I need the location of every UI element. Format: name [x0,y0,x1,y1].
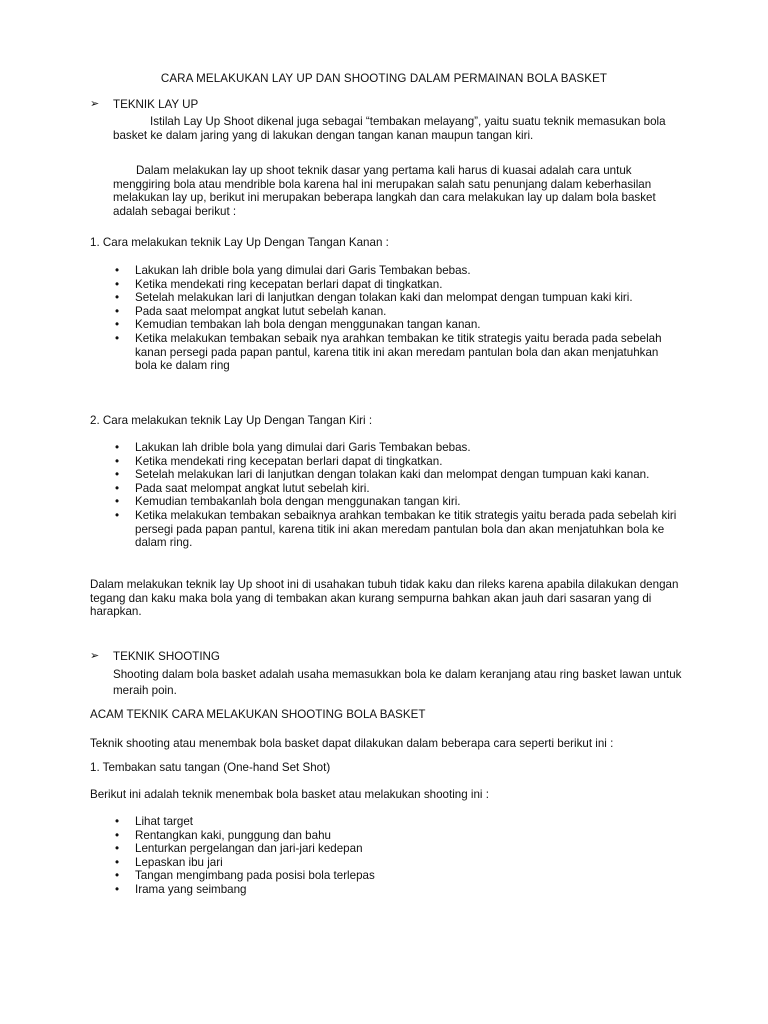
bullet-icon: • [115,855,120,869]
list-item [113,829,683,843]
bullet-icon: • [115,468,120,482]
section-heading-lay-up: TEKNIK LAY UP [113,98,199,111]
lay-up-summary: Dalam melakukan teknik lay Up shoot ini di usahakan tubuh tidak kaku dan rileks karena apabila dilakukan dengan tegang dan kaku maka bola yang di tembakan akan kurang sempurna bahkan akan jauh dari sasaran yang di harapkan. [90,578,679,619]
bullet-icon: • [115,304,120,318]
arrow-bullet-icon: ➢ [90,650,100,662]
list-item [113,318,683,332]
document-title: CARA MELAKUKAN LAY UP DAN SHOOTING DALAM PERMAINAN BOLA BASKET [160,72,608,85]
section-heading-shooting: TEKNIK SHOOTING [113,650,220,663]
list-item [113,291,683,305]
bullet-icon: • [115,318,120,332]
list-item-text: Pada saat melompat angkat lutut sebelah kanan. [135,304,387,318]
arrow-bullet-icon: ➢ [90,98,100,110]
bullet-icon: • [115,842,120,856]
list-item-text: Lenturkan pergelangan dan jari-jari kedepan [135,842,363,856]
list-item [113,856,683,870]
list-item [113,509,683,550]
list-item-text: Kemudian tembakanlah bola dengan menggunakan tangan kiri. [135,495,461,509]
shooting-intro-line: Teknik shooting atau menembak bola basket dapat dilakukan dalam beberapa cara seperti berikut ini : [90,737,614,750]
bullet-icon: • [115,495,120,509]
bullet-icon: • [115,882,120,896]
one-hand-shot-heading: 1. Tembakan satu tangan (One-hand Set Shot) [90,761,331,774]
shooting-steps [113,815,683,897]
list-item [113,842,683,856]
bullet-icon: • [115,331,120,345]
list-item [113,305,683,319]
list-item-text: Setelah melakukan lari di lanjutkan dengan tolakan kaki dan melompat dengan tumpuan kaki kiri. [135,291,633,305]
bullet-icon: • [115,869,120,883]
list-item-text: Tangan mengimbang pada posisi bola terlepas [135,869,375,883]
list-item [113,815,683,829]
list-item [113,883,683,897]
list-item-text: Rentangkan kaki, punggung dan bahu [135,828,331,842]
bullet-icon: • [115,481,120,495]
list-item-text: Lihat target [135,815,194,828]
list-item [113,441,683,455]
list-item-text: Ketika mendekati ring kecepatan berlari dapat di tingkatkan. [135,454,443,468]
bullet-icon: • [115,264,120,277]
list-item [113,495,683,509]
list-item-text: Irama yang seimbang [135,882,247,896]
list-item-text: Ketika melakukan tembakan sebaiknya arahkan tembakan ke titik strategis yaitu berada pada sebelah kiri persegi pada papan pantul, karena titik ini akan meredam pantulan bola dan akan menjatuhkan bola ke dalam ring. [135,508,677,550]
bullet-icon: • [115,454,120,468]
list-item-text: Ketika melakukan tembakan sebaik nya arahkan tembakan ke titik strategis yaitu berada pada sebelah kanan persegi pada papan pantul, karena titik ini akan meredam pantulan bola dan akan menjatuhkan bola ke dalam ring [135,331,662,373]
bullet-icon: • [115,441,120,454]
list-item [113,482,683,496]
list-item-text: Lakukan lah drible bola yang dimulai dari Garis Tembakan bebas. [135,264,471,277]
list-item-text: Ketika mendekati ring kecepatan berlari dapat di tingkatkan. [135,277,443,291]
list-item-text: Lepaskan ibu jari [135,855,223,869]
lay-up-paragraph: Dalam melakukan lay up shoot teknik dasar yang pertama kali harus di kuasai adalah cara untuk menggiring bola atau mendrible bola karena hal ini merupakan salah satu penunjang dalam keberhasilan melakukan lay up, berikut ini merupakan beberapa langkah dan cara melakukan lay up dalam bola basket adalah sebagai berikut : [113,164,656,218]
bullet-icon: • [115,828,120,842]
shooting-intro: Shooting dalam bola basket adalah usaha memasukkan bola ke dalam keranjang atau ring basket lawan untuk meraih poin. [113,668,682,697]
list-item-text: Pada saat melompat angkat lutut sebelah kiri. [135,481,370,495]
list-item [113,332,683,373]
one-hand-shot-lead: Berikut ini adalah teknik menembak bola basket atau melakukan shooting ini : [90,788,489,801]
list-item [113,455,683,469]
list-item [113,278,683,292]
left-hand-steps [113,441,683,550]
list-item-text: Setelah melakukan lari di lanjutkan dengan tolakan kaki dan melompat dengan tumpuan kaki kanan. [135,468,650,482]
bullet-icon: • [115,291,120,305]
list-item [113,468,683,482]
bullet-icon: • [115,508,120,522]
bullet-icon: • [115,277,120,291]
lay-up-intro: Istilah Lay Up Shoot dikenal juga sebagai “tembakan melayang”, yaitu suatu teknik memasukan bola basket ke dalam jaring yang di lakukan dengan tangan kanan maupun tangan kiri. [113,115,666,142]
list-item-text: Lakukan lah drible bola yang dimulai dari Garis Tembakan bebas. [135,441,471,454]
shooting-subheading: ACAM TEKNIK CARA MELAKUKAN SHOOTING BOLA BASKET [90,708,426,721]
list-item [113,869,683,883]
right-hand-steps [113,264,683,373]
list-item [113,264,683,278]
list-heading-left-hand: 2. Cara melakukan teknik Lay Up Dengan Tangan Kiri : [90,414,373,427]
list-heading-right-hand: 1. Cara melakukan teknik Lay Up Dengan Tangan Kanan : [90,236,389,249]
bullet-icon: • [115,815,120,828]
list-item-text: Kemudian tembakan lah bola dengan menggunakan tangan kanan. [135,318,481,332]
